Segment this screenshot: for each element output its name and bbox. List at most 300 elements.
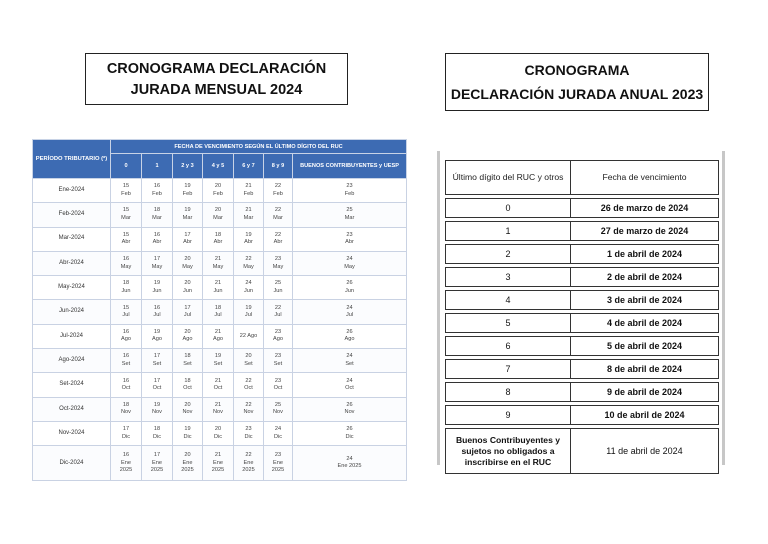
due-date-cell <box>293 373 407 397</box>
due-date-cell <box>203 276 234 300</box>
due-date-part: 22 <box>274 183 282 190</box>
due-date-cell <box>203 397 234 421</box>
due-date-cell <box>264 324 293 348</box>
due-date-part: 17 <box>184 231 191 238</box>
due-date-part: Mar <box>243 214 254 221</box>
due-date-cell: 2 de abril de 2024 <box>571 267 719 287</box>
due-date-cell <box>173 251 203 275</box>
due-date-part: 19 <box>245 304 252 311</box>
due-date-cell <box>264 300 293 324</box>
due-date-cell <box>293 227 407 251</box>
due-date-part: Set <box>345 360 354 367</box>
due-date-part: 23 <box>274 256 282 263</box>
due-date-part: 16 <box>122 377 130 384</box>
due-date-part: 17 <box>184 304 191 311</box>
due-date-part: Oct <box>273 385 283 392</box>
period-cell: Mar-2024 <box>33 227 111 251</box>
due-date-part: Dic <box>345 433 354 440</box>
due-date-part: Jun <box>345 287 355 294</box>
digit-cell: 2 <box>445 244 571 264</box>
due-date-part: 19 <box>184 426 191 433</box>
due-date-cell <box>173 179 203 203</box>
due-date-cell <box>111 349 142 373</box>
due-date-part: 18 <box>214 304 222 311</box>
due-date-cell <box>203 203 234 227</box>
due-date-cell <box>203 179 234 203</box>
due-date-group-header: FECHA DE VENCIMIENTO SEGÚN EL ÚLTIMO DÍGITO DEL RUC <box>111 140 407 154</box>
due-date-cell <box>173 397 203 421</box>
due-date-part: 17 <box>153 353 161 360</box>
due-date-part: Mar <box>182 214 193 221</box>
due-date-part: Set <box>152 360 162 367</box>
table-row <box>33 276 407 300</box>
due-date-part: Ene <box>152 459 162 466</box>
due-date-part: Feb <box>121 190 131 197</box>
due-date-part: 18 <box>122 280 130 287</box>
due-date-part: 23 <box>274 353 282 360</box>
due-date-part: 17 <box>122 426 130 433</box>
due-date-part: 2025 <box>119 467 133 474</box>
due-date-part: Ene <box>213 459 223 466</box>
annual-title-line2: DECLARACIÓN JURADA ANUAL 2023 <box>450 86 704 102</box>
due-date-part: 22 <box>245 256 252 263</box>
period-cell: Abr-2024 <box>33 251 111 275</box>
table-row <box>33 203 407 227</box>
digit-header: Último dígito del RUC y otros <box>445 160 571 195</box>
due-date-part: 2025 <box>211 467 225 474</box>
due-date-cell <box>173 373 203 397</box>
digit-cell: 8 <box>445 382 571 402</box>
due-date-part: 20 <box>184 452 191 459</box>
due-date-cell <box>142 300 173 324</box>
due-date-cell <box>142 203 173 227</box>
period-cell: May-2024 <box>33 276 111 300</box>
due-date-part: Feb <box>273 190 283 197</box>
due-date-part: Ene <box>182 459 193 466</box>
due-date-part: 16 <box>122 353 130 360</box>
due-date-part: 21 <box>214 256 222 263</box>
due-date-part: Feb <box>152 190 162 197</box>
period-cell: Feb-2024 <box>33 203 111 227</box>
annual-schedule-title <box>445 53 709 111</box>
due-date-part: 20 <box>214 207 222 214</box>
annual-row <box>445 313 719 333</box>
due-date-part: Nov <box>243 409 254 416</box>
due-date-part: 24 <box>346 304 353 311</box>
table-row <box>33 421 407 445</box>
due-date-part: Set <box>213 360 223 367</box>
due-date-part: 21 <box>214 401 222 408</box>
due-date-part: 26 <box>346 401 353 408</box>
monthly-title-line1: CRONOGRAMA DECLARACIÓN <box>106 61 327 77</box>
annual-row <box>445 336 719 356</box>
column-header: 4 y 5 <box>203 154 234 179</box>
due-date-part: Feb <box>213 190 223 197</box>
due-date-cell <box>111 276 142 300</box>
period-cell: Jul-2024 <box>33 324 111 348</box>
due-date-part: 16 <box>122 328 130 335</box>
due-date-cell <box>142 446 173 481</box>
due-date-part: 22 <box>245 377 252 384</box>
due-date-part: Abr <box>345 239 354 246</box>
due-date-part: 18 <box>122 401 130 408</box>
due-date-part: 26 <box>346 280 353 287</box>
due-date-cell <box>293 397 407 421</box>
due-date-part: 23 <box>245 426 252 433</box>
due-date-cell <box>173 300 203 324</box>
due-date-part: 21 <box>245 183 252 190</box>
due-date-part: 22 <box>274 207 282 214</box>
due-date-part: Jul <box>153 312 161 319</box>
due-date-part: Jun <box>273 287 283 294</box>
table-row <box>33 300 407 324</box>
due-date-part: Mar <box>152 214 162 221</box>
due-date-part: 20 <box>214 426 222 433</box>
due-date-part: Oct <box>152 385 162 392</box>
due-date-part: 15 <box>122 183 130 190</box>
annual-row <box>445 221 719 241</box>
due-date-cell <box>293 251 407 275</box>
due-date-part: Ene 2025 <box>337 463 362 470</box>
due-date-cell <box>234 324 264 348</box>
annual-row <box>445 359 719 379</box>
due-date-part: 20 <box>214 183 222 190</box>
due-date-part: Dic <box>183 433 192 440</box>
due-date-part: 2025 <box>150 467 164 474</box>
due-date-part: Oct <box>183 385 192 392</box>
monthly-schedule-title <box>85 53 348 105</box>
digit-cell: 3 <box>445 267 571 287</box>
digit-cell: 6 <box>445 336 571 356</box>
due-date-part: Jun <box>121 287 131 294</box>
due-date-cell <box>264 421 293 445</box>
due-date-cell <box>173 421 203 445</box>
due-date-part: 24 <box>346 377 353 384</box>
table-row <box>33 179 407 203</box>
due-date-part: 24 <box>346 353 353 360</box>
due-date-part: Set <box>244 360 253 367</box>
due-date-part: 17 <box>153 377 161 384</box>
due-date-cell <box>203 300 234 324</box>
due-date-part: Jul <box>122 312 130 319</box>
due-date-cell <box>111 324 142 348</box>
due-date-part: 20 <box>184 328 191 335</box>
monthly-title-line2: JURADA MENSUAL 2024 <box>130 82 303 98</box>
due-date-cell <box>111 397 142 421</box>
due-date-cell <box>111 446 142 481</box>
due-date-part: 25 <box>274 280 282 287</box>
due-date-part: Dic <box>213 433 223 440</box>
due-date-part: Nov <box>213 409 223 416</box>
due-date-part: Nov <box>273 409 283 416</box>
due-date-part: 22 <box>245 452 252 459</box>
due-date-part: 15 <box>122 304 130 311</box>
due-date-cell <box>293 300 407 324</box>
due-date-part: Oct <box>345 385 354 392</box>
due-date-part: Ago <box>121 336 131 343</box>
due-date-cell <box>111 300 142 324</box>
due-date-part: Jun <box>182 287 193 294</box>
due-date-part: 16 <box>153 231 161 238</box>
due-date-part: Ago <box>152 336 162 343</box>
digit-cell: 4 <box>445 290 571 310</box>
due-date-part: 20 <box>245 353 252 360</box>
annual-schedule-table <box>445 157 719 477</box>
due-date-part: 2025 <box>271 467 285 474</box>
annual-row <box>445 290 719 310</box>
due-date-part: Oct <box>213 385 223 392</box>
due-date-part: 15 <box>122 207 130 214</box>
due-date-part: Abr <box>121 239 131 246</box>
due-date-part: 23 <box>346 183 353 190</box>
due-date-cell <box>173 203 203 227</box>
due-date-cell: 3 de abril de 2024 <box>571 290 719 310</box>
due-date-cell <box>234 251 264 275</box>
due-date-cell <box>111 373 142 397</box>
due-date-cell <box>264 251 293 275</box>
due-date-part: 16 <box>122 452 130 459</box>
due-date-cell <box>173 446 203 481</box>
due-date-cell <box>203 324 234 348</box>
due-date-part: May <box>120 263 132 270</box>
due-date-cell <box>293 179 407 203</box>
due-date-part: Jun <box>152 287 162 294</box>
due-date-part: Dic <box>244 433 253 440</box>
due-date-cell <box>234 276 264 300</box>
period-cell: Ago-2024 <box>33 349 111 373</box>
table-row <box>33 251 407 275</box>
due-date-part: 21 <box>214 377 222 384</box>
column-header: 1 <box>142 154 173 179</box>
due-date-cell <box>234 373 264 397</box>
due-date-cell: 9 de abril de 2024 <box>571 382 719 402</box>
due-date-part: Nov <box>152 409 162 416</box>
due-date-cell <box>173 324 203 348</box>
column-header: 8 y 9 <box>264 154 293 179</box>
due-date-part: Ene <box>121 459 131 466</box>
column-header: BUENOS CONTRIBUYENTES y UESP <box>293 154 407 179</box>
due-date-cell <box>111 179 142 203</box>
due-date-part: 21 <box>214 452 222 459</box>
due-date-part: Ago <box>213 336 223 343</box>
due-date-part: 16 <box>153 304 161 311</box>
due-date-cell <box>264 349 293 373</box>
due-date-part: Abr <box>183 239 192 246</box>
due-date-cell: 8 de abril de 2024 <box>571 359 719 379</box>
due-date-cell <box>203 349 234 373</box>
due-date-part: Oct <box>244 385 253 392</box>
due-date-part: 24 <box>245 280 252 287</box>
due-date-part: 18 <box>153 207 161 214</box>
due-date-part: 22 <box>274 231 282 238</box>
annual-row <box>445 267 719 287</box>
annual-row <box>445 244 719 264</box>
due-date-cell <box>203 446 234 481</box>
due-date-part: Jun <box>213 287 223 294</box>
digit-cell: 5 <box>445 313 571 333</box>
annual-row <box>445 382 719 402</box>
due-date-part: Set <box>273 360 283 367</box>
due-date-part: 2025 <box>181 467 194 474</box>
due-date-cell <box>173 276 203 300</box>
due-date-cell <box>142 251 173 275</box>
due-date-cell <box>264 276 293 300</box>
special-taxpayers-date: 11 de abril de 2024 <box>571 428 719 474</box>
due-date-part: 19 <box>153 401 161 408</box>
due-date-cell <box>234 179 264 203</box>
due-date-part: Jul <box>183 312 192 319</box>
due-date-header: Fecha de vencimiento <box>571 160 719 195</box>
due-date-part: Mar <box>213 214 223 221</box>
due-date-part: 19 <box>245 231 252 238</box>
table-row <box>33 373 407 397</box>
digit-cell: 1 <box>445 221 571 241</box>
due-date-part: May <box>344 263 355 270</box>
due-date-part: 16 <box>153 183 161 190</box>
due-date-cell: 27 de marzo de 2024 <box>571 221 719 241</box>
due-date-part: Dic <box>121 433 131 440</box>
due-date-cell <box>142 397 173 421</box>
due-date-part: 21 <box>214 280 222 287</box>
due-date-part: 18 <box>184 377 191 384</box>
due-date-part: Jul <box>244 312 253 319</box>
due-date-cell <box>203 227 234 251</box>
due-date-part: May <box>272 263 284 270</box>
due-date-part: Abr <box>244 239 253 246</box>
annual-header-row <box>445 160 719 195</box>
annual-title-line1: CRONOGRAMA <box>524 62 630 78</box>
due-date-part: 22 <box>274 304 282 311</box>
period-cell: Oct-2024 <box>33 397 111 421</box>
table-row <box>33 446 407 481</box>
due-date-cell <box>264 203 293 227</box>
due-date-part: 15 <box>122 231 130 238</box>
due-date-cell <box>111 227 142 251</box>
due-date-cell <box>264 397 293 421</box>
due-date-cell <box>293 421 407 445</box>
digit-cell: 9 <box>445 405 571 425</box>
due-date-part: 26 <box>346 426 353 433</box>
due-date-part: Jun <box>243 287 254 294</box>
due-date-cell <box>264 446 293 481</box>
due-date-cell <box>142 324 173 348</box>
due-date-part: Ene <box>273 459 283 466</box>
due-date-cell <box>264 373 293 397</box>
due-date-part: 24 <box>274 426 282 433</box>
due-date-part: 20 <box>184 280 191 287</box>
due-date-part: 19 <box>153 280 161 287</box>
due-date-part: May <box>182 263 193 270</box>
monthly-table-body <box>33 179 407 481</box>
due-date-part: Set <box>121 360 131 367</box>
due-date-part: May <box>151 263 163 270</box>
due-date-cell <box>173 227 203 251</box>
due-date-part: 21 <box>245 207 252 214</box>
due-date-cell <box>234 203 264 227</box>
due-date-part: 25 <box>274 401 282 408</box>
due-date-part: 26 <box>346 328 353 335</box>
due-date-part: May <box>212 263 224 270</box>
due-date-part: 22 Ago <box>239 332 258 339</box>
due-date-part: Ago <box>273 336 283 343</box>
due-date-cell <box>293 324 407 348</box>
table-row <box>33 227 407 251</box>
due-date-part: Abr <box>152 239 162 246</box>
table-row <box>33 324 407 348</box>
due-date-cell <box>293 446 407 481</box>
due-date-part: 2025 <box>242 467 255 474</box>
period-cell: Ene-2024 <box>33 179 111 203</box>
due-date-part: 19 <box>184 207 191 214</box>
table-row <box>33 349 407 373</box>
due-date-part: 23 <box>274 377 282 384</box>
due-date-part: Mar <box>344 214 355 221</box>
annual-row <box>445 405 719 425</box>
due-date-cell <box>203 421 234 445</box>
due-date-cell <box>111 203 142 227</box>
digit-cell: 7 <box>445 359 571 379</box>
due-date-part: Nov <box>182 409 193 416</box>
due-date-part: Feb <box>243 190 254 197</box>
due-date-part: 18 <box>153 426 161 433</box>
due-date-cell <box>173 349 203 373</box>
due-date-part: Ago <box>182 336 193 343</box>
due-date-cell: 10 de abril de 2024 <box>571 405 719 425</box>
due-date-part: Nov <box>344 409 355 416</box>
due-date-part: 20 <box>184 401 191 408</box>
due-date-cell <box>234 446 264 481</box>
annual-row-special <box>445 428 719 474</box>
due-date-part: Abr <box>213 239 223 246</box>
due-date-cell: 5 de abril de 2024 <box>571 336 719 356</box>
due-date-cell <box>234 300 264 324</box>
due-date-part: 18 <box>214 231 222 238</box>
annual-table-body <box>445 198 719 425</box>
due-date-part: 21 <box>214 328 222 335</box>
column-header: 6 y 7 <box>234 154 264 179</box>
due-date-part: Abr <box>273 239 283 246</box>
due-date-cell <box>264 227 293 251</box>
due-date-part: 17 <box>153 452 161 459</box>
due-date-cell <box>264 179 293 203</box>
due-date-cell <box>142 373 173 397</box>
due-date-cell <box>111 251 142 275</box>
due-date-cell <box>142 276 173 300</box>
due-date-cell <box>111 421 142 445</box>
due-date-part: Jul <box>214 312 222 319</box>
due-date-part: 19 <box>184 183 191 190</box>
period-cell: Jun-2024 <box>33 300 111 324</box>
table-row <box>33 397 407 421</box>
due-date-cell <box>293 349 407 373</box>
due-date-cell: 4 de abril de 2024 <box>571 313 719 333</box>
due-date-part: 17 <box>153 256 161 263</box>
period-cell: Nov-2024 <box>33 421 111 445</box>
due-date-part: 23 <box>346 231 353 238</box>
due-date-part: 24 <box>346 256 353 263</box>
annual-row <box>445 198 719 218</box>
due-date-cell: 1 de abril de 2024 <box>571 244 719 264</box>
due-date-part: Dic <box>273 433 283 440</box>
due-date-part: 23 <box>274 328 282 335</box>
due-date-cell <box>142 349 173 373</box>
due-date-part: 18 <box>184 353 191 360</box>
due-date-part: 20 <box>184 256 191 263</box>
due-date-part: Oct <box>121 385 131 392</box>
due-date-cell <box>234 227 264 251</box>
due-date-part: 23 <box>274 452 282 459</box>
special-taxpayers-label: Buenos Contribuyentes y sujetos no obligados a inscribirse en el RUC <box>445 428 571 474</box>
